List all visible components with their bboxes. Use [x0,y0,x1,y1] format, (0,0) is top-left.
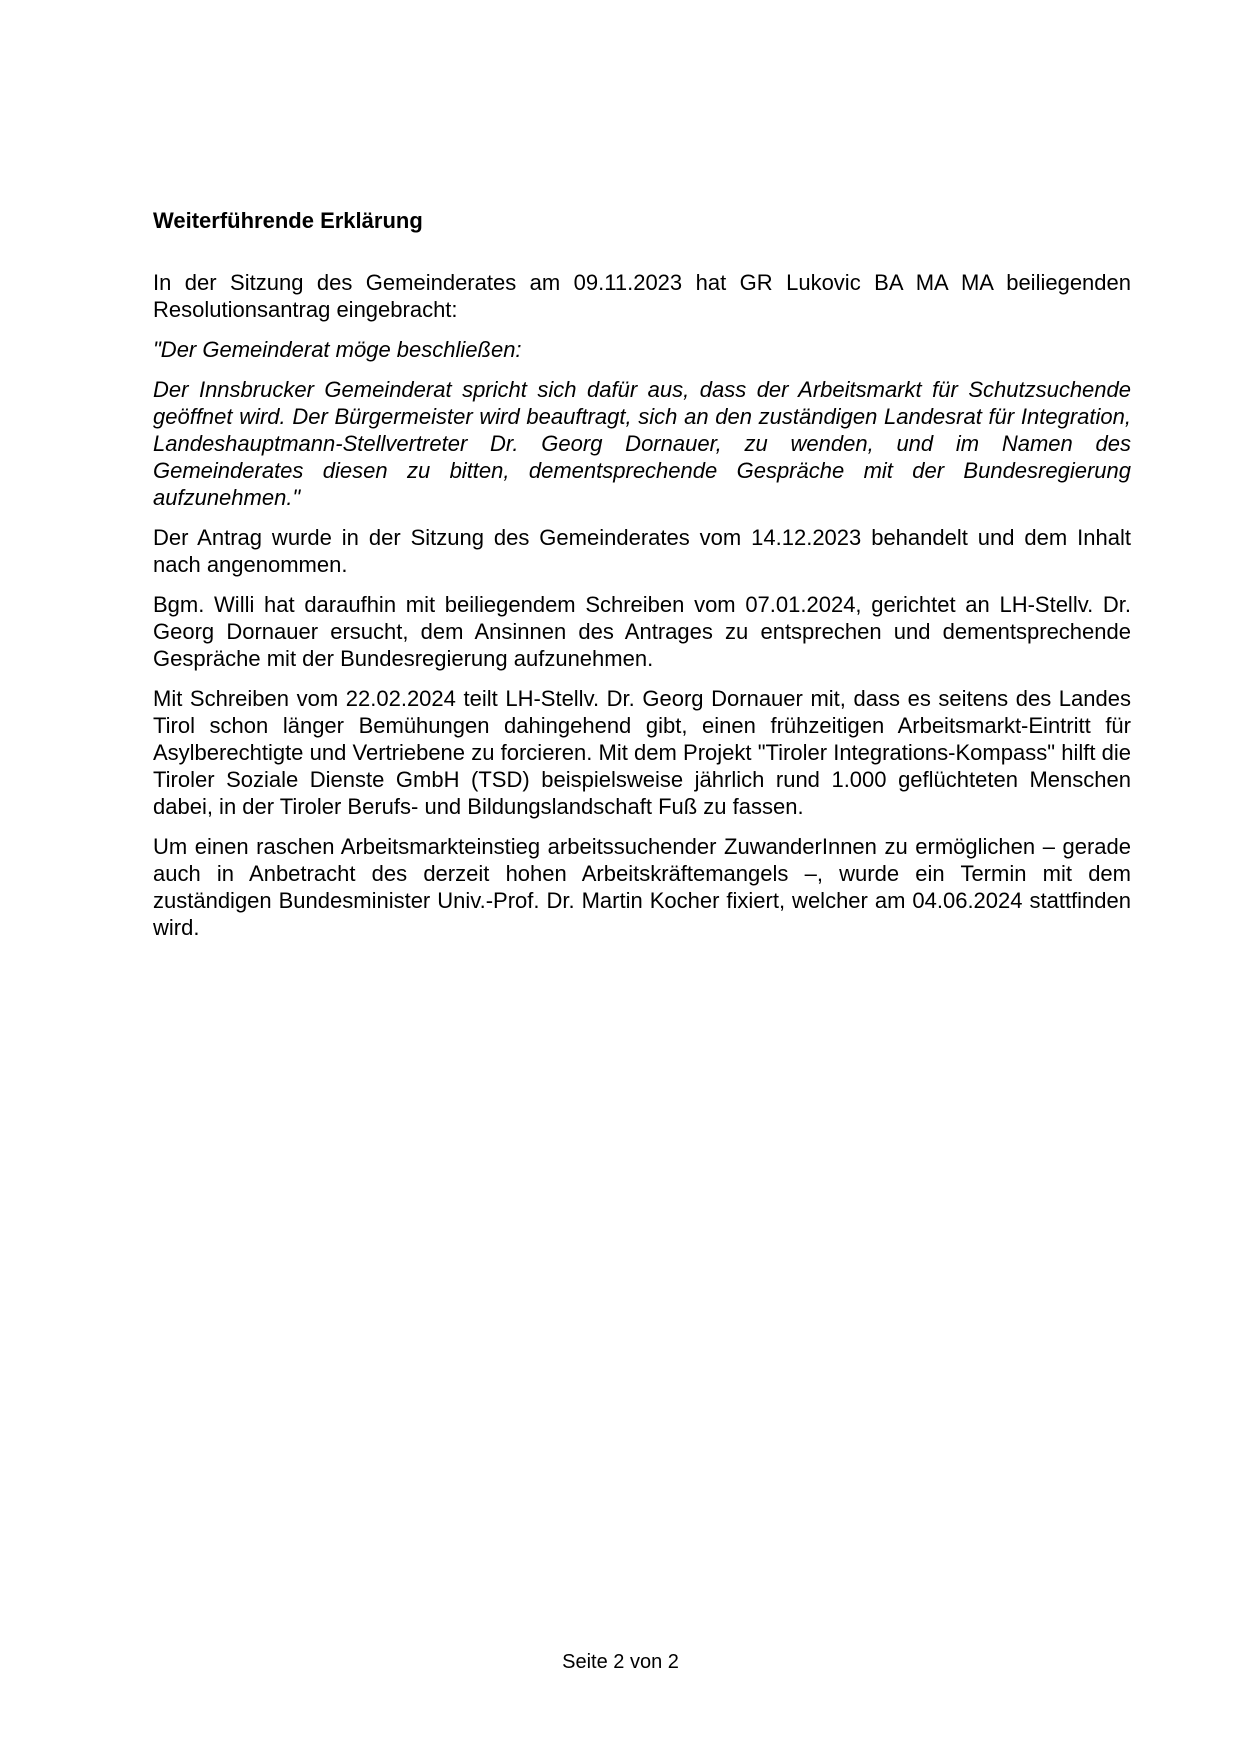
document-heading: Weiterführende Erklärung [153,208,423,233]
paragraph-intro: In der Sitzung des Gemeinderates am 09.11.2023 hat GR Lukovic BA MA MA beiliegenden Resolutionsantrag eingebracht: [153,270,1131,322]
paragraph-decision: Der Antrag wurde in der Sitzung des Gemeinderates vom 14.12.2023 behandelt und dem Inhalt nach angenommen. [153,525,1131,577]
paragraph-mayor-letter: Bgm. Willi hat daraufhin mit beiliegendem Schreiben vom 07.01.2024, gerichtet an LH-Stellv. Dr. Georg Dornauer ersucht, dem Ansinnen des Antrages zu entsprechen und dementsprechende Gespräche mit der Bundesregierung aufzunehmen. [153,592,1131,671]
paragraph-meeting: Um einen raschen Arbeitsmarkteinstieg arbeitssuchender ZuwanderInnen zu ermöglichen – gerade auch in Anbetracht des derzeit hohen Arbeitskräftemangels –, wurde ein Termin mit dem zuständigen Bundesminister Univ.-Prof. Dr. Martin Kocher fixiert, welcher am 04.06.2024 stattfinden wird. [153,834,1131,940]
paragraph-quote-opening: "Der Gemeinderat möge beschließen: [153,337,522,362]
paragraph-response-letter: Mit Schreiben vom 22.02.2024 teilt LH-Stellv. Dr. Georg Dornauer mit, dass es seitens des Landes Tirol schon länger Bemühungen dahingehend gibt, einen frühzeitigen Arbeitsmarkt-Eintritt für Asylberechtigte und Vertriebene zu forcieren. Mit dem Projekt "Tiroler Integrations-Kompass" hilft die Tiroler Soziale Dienste GmbH (TSD) beispielsweise jährlich rund 1.000 geflüchteten Menschen dabei, in der Tiroler Berufs- und Bildungslandschaft Fuß zu fassen. [153,686,1131,819]
paragraph-quote-body: Der Innsbrucker Gemeinderat spricht sich dafür aus, dass der Arbeitsmarkt für Schutzsuchende geöffnet wird. Der Bürgermeister wird beauftragt, sich an den zuständigen Landesrat für Integration, Landeshauptmann-Stellvertreter Dr. Georg Dornauer, zu wenden, und im Namen des Gemeinderates diesen zu bitten, dementsprechende Gespräche mit der Bundesregierung aufzunehmen." [153,377,1131,510]
document-body [153,206,1131,954]
page-number-footer: Seite 2 von 2 [562,1651,679,1673]
